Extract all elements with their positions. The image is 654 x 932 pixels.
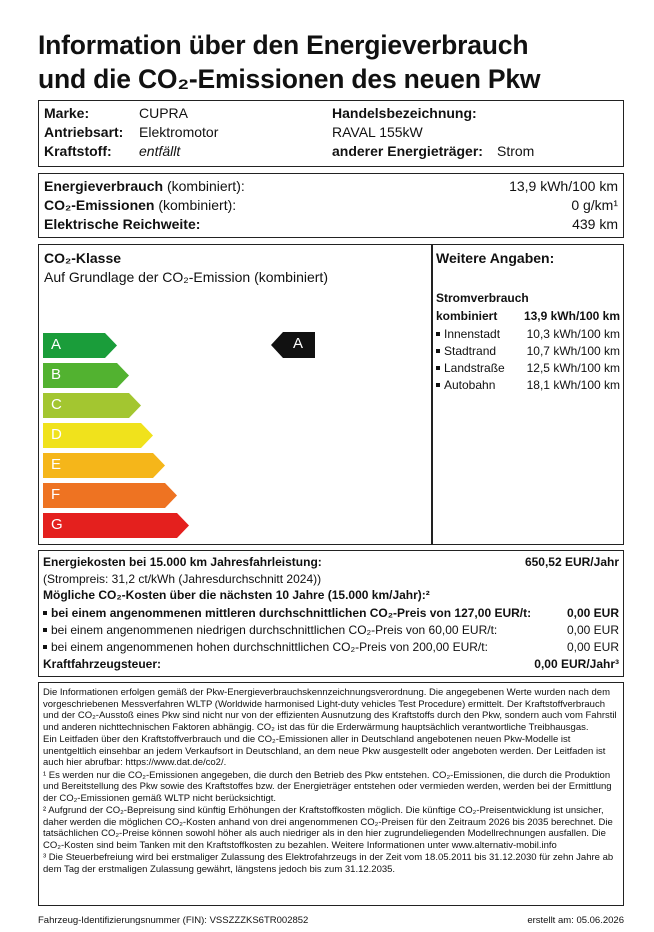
co2-class-bar-label: G	[51, 516, 63, 533]
co2-class-title: CO₂-Klasse	[44, 250, 122, 266]
co2-class-bar-d	[43, 423, 153, 448]
co2-class-box	[38, 244, 624, 545]
further-section: Stromverbrauch	[436, 291, 529, 305]
kraftstoff-label: Kraftstoff:	[44, 143, 112, 159]
co2-cost-row-label: bei einem angenommenen hohen durchschnittlichen CO₂-Preis von 200,00 EUR/t:	[43, 640, 488, 654]
further-row-value: 12,5 kWh/100 km	[526, 361, 620, 375]
antrieb-value: Elektromotor	[139, 124, 219, 140]
vehicle-info-box	[38, 100, 624, 167]
further-row-label: Landstraße	[436, 361, 505, 375]
note-paragraph-1: Die Informationen erfolgen gemäß der Pkw-Energieverbrauchskennzeichnungsverordnung. Die angegebenen Werte wurden nach dem vorgeschriebenen Messverfahren WLTP (Worldwide harmonised Light-duty vehicles Test Procedure) ermittelt. Der Kraftstoffverbrauch und der CO₂-Ausstoß eines Pkw sind nicht nur von der effizienten Ausnutzung des Kraftstoffs durch den Pkw, sondern auch vom Fahrstil und anderen nichttechnischen Faktoren abhängig. CO₂ ist das für die Erderwärmung hauptsächlich verantwortliche Treibhausgas.	[43, 687, 617, 733]
price-note: (Strompreis: 31,2 ct/kWh (Jahresdurchschnitt 2024))	[43, 572, 322, 586]
co2-class-bar-f	[43, 483, 177, 508]
energy-cost-label: Energiekosten bei 15.000 km Jahresfahrleistung:	[43, 555, 322, 569]
kraftstoff-value: entfällt	[139, 143, 181, 159]
possible-co2-costs-label: Mögliche CO₂-Kosten über die nächsten 10 Jahre (15.000 km/Jahr):²	[43, 588, 430, 602]
current-class-indicator	[271, 332, 315, 358]
further-row-value: 10,3 kWh/100 km	[526, 327, 620, 341]
bullet-icon	[43, 645, 47, 649]
co2-class-bar-label: A	[51, 336, 62, 353]
further-title: Weitere Angaben:	[436, 250, 555, 266]
fin-label: Fahrzeug-Identifizierungsnummer (FIN): VSSZZZKS6TR002852	[38, 915, 309, 926]
handel-label: Handelsbezeichnung:	[332, 105, 477, 121]
energy-cost-value: 650,52 EUR/Jahr	[524, 555, 619, 569]
antrieb-label: Antriebsart:	[44, 124, 124, 140]
co2-class-bar-label: C	[51, 396, 62, 413]
co2-class-bar-label: F	[51, 486, 61, 503]
note-paragraph-2: Ein Leitfaden über den Kraftstoffverbrauch und die CO₂-Emissionen aller in Deutschland angebotenen neuen Pkw-Modelle ist unentgeltlich einsehbar an jedem Verkaufsort in Deutschland, an dem neue Pkw ausgestellt oder angeboten werden. Der Leitfaden ist auch hier abrufbar: https://www.dat.de/co2/.	[43, 734, 606, 768]
further-row-label: Innenstadt	[436, 327, 500, 341]
anderer-label: anderer Energieträger:	[332, 143, 483, 159]
bullet-icon	[43, 628, 47, 632]
tax-value: 0,00 EUR/Jahr³	[534, 657, 619, 671]
created-date: erstellt am: 05.06.2026	[527, 915, 624, 926]
co2-cost-row-value: 0,00 EUR	[566, 606, 619, 620]
energy-value: 13,9 kWh/100 km	[509, 178, 618, 194]
further-row-label: Stadtrand	[436, 344, 496, 358]
handel-value: RAVAL 155kW	[332, 124, 423, 140]
title-line-2: und die CO₂-Emissionen des neuen Pkw	[38, 64, 541, 94]
bullet-icon	[436, 332, 440, 336]
co2-label: CO₂-Emissionen (kombiniert):	[44, 197, 237, 213]
title-line-1: Information über den Energieverbrauch	[38, 30, 529, 60]
bullet-icon	[436, 349, 440, 353]
range-value: 439 km	[572, 216, 618, 232]
further-row-value: 18,1 kWh/100 km	[526, 378, 620, 392]
further-row-label: Autobahn	[436, 378, 495, 392]
tax-label: Kraftfahrzeugsteuer:	[43, 657, 162, 671]
co2-cost-row-value: 0,00 EUR	[566, 623, 619, 637]
co2-value: 0 g/km¹	[571, 197, 618, 213]
anderer-value: Strom	[497, 143, 535, 159]
co2-cost-row-label: bei einem angenommenen mittleren durchschnittlichen CO₂-Preis von 127,00 EUR/t:	[43, 606, 531, 620]
current-class-label: A	[293, 335, 304, 352]
further-row-value: 10,7 kWh/100 km	[526, 344, 620, 358]
co2-cost-row-label: bei einem angenommenen niedrigen durchschnittlichen CO₂-Preis von 60,00 EUR/t:	[43, 623, 497, 637]
co2-class-bar-label: B	[51, 366, 62, 383]
co2-class-bar-label: D	[51, 426, 62, 443]
range-label: Elektrische Reichweite:	[44, 216, 201, 232]
notes-box	[38, 682, 624, 906]
co2-class-bar-g	[43, 513, 189, 538]
note-footnote-2: ² Aufgrund der CO₂-Bepreisung sind künftig Erhöhungen der Kraftstoffkosten möglich. Die künftige CO₂-Preisentwicklung ist unsicher, daher werden die möglichen CO₂-Kosten anhand von drei angenommenen CO₂-Preisen für den Zeitraum 2026 bis 2035 berechnet. Die tatsächlichen CO₂-Preise können sowohl höher als auch niedriger als in den hier zugrundeliegenden Modellrechnungen ausfallen. Die CO₂-Kosten sind beim Tanken mit den Kraftstoffkosten zu bezahlen. Weitere Informationen unter www.alternativ-mobil.info	[43, 805, 613, 851]
co2-class-bar-c	[43, 393, 141, 418]
energy-label: Energieverbrauch (kombiniert):	[44, 178, 245, 194]
combined-label: kombiniert	[436, 309, 498, 323]
bullet-icon	[436, 383, 440, 387]
co2-class-bar-b	[43, 363, 129, 388]
page-title	[38, 28, 540, 96]
note-footnote-1: ¹ Es werden nur die CO₂-Emissionen angegeben, die durch den Betrieb des Pkw entstehen. CO₂-Emissionen, die durch die Produktion und Bereitstellung des Pkw sowie des Kraftstoffes bzw. der Energieträger entstehen oder vermieden werden, werden bei der Ermittlung der CO₂-Emissionen gemäß WLTP nicht berücksichtigt.	[43, 769, 612, 804]
combined-value: 13,9 kWh/100 km	[523, 309, 620, 323]
co2-class-bar-label: E	[51, 456, 62, 473]
bullet-icon	[43, 611, 47, 615]
costs-box	[38, 550, 624, 677]
marke-label: Marke:	[44, 105, 90, 121]
marke-value: CUPRA	[139, 105, 189, 121]
co2-class-bar-a	[43, 333, 117, 358]
co2-cost-row-value: 0,00 EUR	[566, 640, 619, 654]
consumption-box	[38, 173, 624, 238]
co2-class-subtitle: Auf Grundlage der CO₂-Emission (kombiniert)	[44, 269, 328, 285]
bullet-icon	[436, 366, 440, 370]
note-footnote-3: ³ Die Steuerbefreiung wird bei erstmaliger Zulassung des Elektrofahrzeugs in der Zeit vom 18.05.2011 bis 31.12.2030 für zehn Jahre ab dem Tag der erstmaligen Zulassung gewährt, längstens jedoch bis zum 31.12.2035.	[43, 852, 614, 875]
co2-class-bar-e	[43, 453, 165, 478]
vertical-divider	[431, 245, 433, 544]
